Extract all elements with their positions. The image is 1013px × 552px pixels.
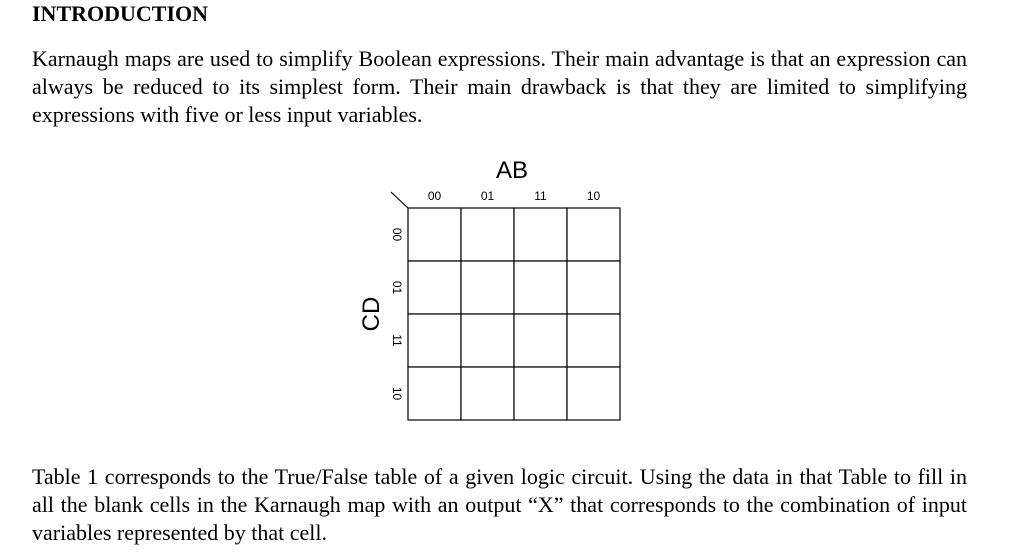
kmap-cell[interactable] (567, 367, 620, 420)
kmap-cell[interactable] (461, 261, 514, 314)
column-labels (428, 189, 601, 203)
corner-diagonal (391, 192, 408, 208)
kmap-cell[interactable] (461, 208, 514, 261)
kmap-cell[interactable] (408, 261, 461, 314)
kmap-cell[interactable] (514, 261, 567, 314)
kmap-cell[interactable] (567, 314, 620, 367)
kmap-cell[interactable] (514, 314, 567, 367)
row-variable-label: CD (358, 296, 385, 332)
kmap-cell[interactable] (461, 314, 514, 367)
section-heading: INTRODUCTION (32, 1, 209, 26)
kmap-cell[interactable] (461, 367, 514, 420)
closing-paragraph: Table 1 corresponds to the True/False table of a given logic circuit. Using the data in that Table to fill in all the blank cells in the Karnaugh map with an output “X” that corresponds to the combination of input variables represented by that cell. (32, 464, 967, 545)
kmap-cell[interactable] (567, 208, 620, 261)
column-label: 10 (586, 189, 601, 203)
intro-paragraph: Karnaugh maps are used to simplify Boolean expressions. Their main advantage is that an expression can always be reduced to its simplest form. Their main drawback is that they are limited to simplifying expressions with five or less input variables. (32, 46, 967, 127)
kmap-cell[interactable] (514, 208, 567, 261)
row-label: 01 (389, 280, 404, 295)
kmap-cell[interactable] (408, 367, 461, 420)
column-label: 11 (534, 189, 547, 203)
column-label: 00 (427, 189, 442, 203)
kmap-cell[interactable] (408, 314, 461, 367)
column-label: 01 (480, 189, 495, 203)
kmap-cell[interactable] (514, 367, 567, 420)
kmap-grid (408, 208, 620, 420)
column-variable-label: AB (495, 157, 529, 184)
kmap-cell[interactable] (408, 208, 461, 261)
row-label: 10 (389, 386, 404, 401)
kmap-cell[interactable] (567, 261, 620, 314)
row-label: 11 (389, 334, 404, 347)
row-labels (390, 228, 404, 401)
row-label: 00 (389, 227, 404, 242)
